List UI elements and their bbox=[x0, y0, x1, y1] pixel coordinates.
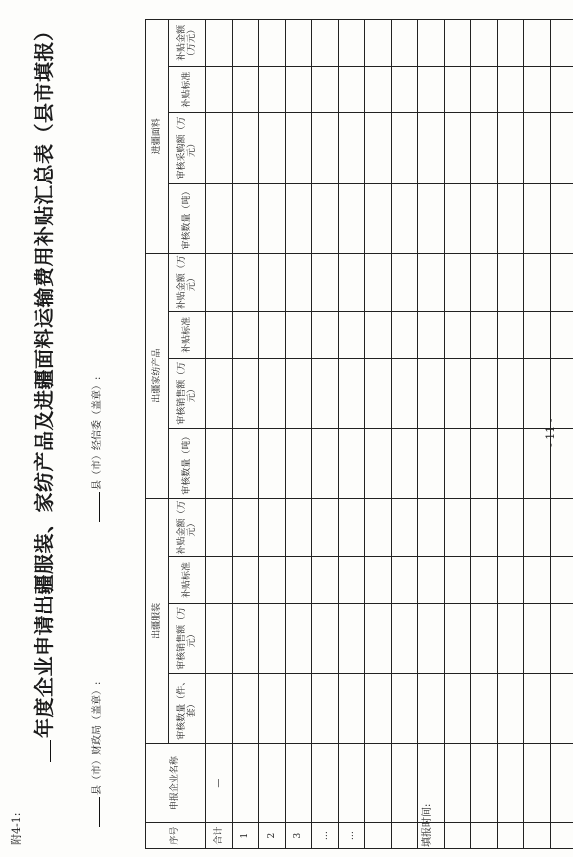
table-cell bbox=[497, 673, 524, 743]
row-seq bbox=[391, 823, 418, 849]
table-cell bbox=[550, 498, 573, 556]
table-row bbox=[206, 20, 233, 849]
table-cell bbox=[444, 358, 471, 428]
table-cell bbox=[312, 428, 339, 498]
row-seq bbox=[365, 823, 392, 849]
table-cell bbox=[418, 358, 445, 428]
table-cell bbox=[497, 498, 524, 556]
table-cell bbox=[232, 311, 259, 358]
year-blank bbox=[32, 740, 51, 762]
row-seq bbox=[471, 823, 498, 849]
table-cell bbox=[338, 428, 365, 498]
finance-bureau-label: 县（市）财政局（盖章）: bbox=[92, 681, 103, 795]
table-cell bbox=[338, 358, 365, 428]
table-cell bbox=[471, 20, 498, 67]
table-cell bbox=[338, 557, 365, 604]
table-cell bbox=[206, 498, 233, 556]
table-cell bbox=[232, 66, 259, 113]
table-cell bbox=[312, 603, 339, 673]
table-row bbox=[365, 20, 392, 849]
header-row-subheaders bbox=[169, 20, 206, 849]
table-cell bbox=[365, 428, 392, 498]
table-cell bbox=[206, 358, 233, 428]
table-cell bbox=[312, 673, 339, 743]
table-cell bbox=[338, 20, 365, 67]
table-cell bbox=[206, 113, 233, 183]
table-cell bbox=[206, 673, 233, 743]
table-cell bbox=[391, 358, 418, 428]
table-cell bbox=[285, 603, 312, 673]
table-cell bbox=[418, 311, 445, 358]
table-cell bbox=[338, 66, 365, 113]
subheader: 审核采购额（万元） bbox=[169, 113, 206, 183]
row-company bbox=[312, 743, 339, 822]
table-cell bbox=[391, 557, 418, 604]
table-cell bbox=[232, 358, 259, 428]
table-cell bbox=[444, 498, 471, 556]
attachment-label: 附4-1: bbox=[10, 812, 23, 845]
table-cell bbox=[259, 673, 286, 743]
table-cell bbox=[259, 253, 286, 311]
table-row bbox=[391, 20, 418, 849]
table-cell bbox=[391, 20, 418, 67]
table-cell bbox=[338, 673, 365, 743]
table-cell bbox=[206, 603, 233, 673]
table-cell bbox=[497, 113, 524, 183]
table-cell bbox=[391, 183, 418, 253]
table-cell bbox=[418, 20, 445, 67]
table-cell bbox=[312, 358, 339, 428]
table-cell bbox=[259, 183, 286, 253]
table-cell bbox=[285, 428, 312, 498]
table-cell bbox=[206, 253, 233, 311]
row-company bbox=[232, 743, 259, 822]
table-cell bbox=[391, 253, 418, 311]
table-cell bbox=[524, 183, 551, 253]
subheader: 补贴标准 bbox=[169, 311, 206, 358]
table-cell bbox=[444, 557, 471, 604]
table-cell bbox=[550, 557, 573, 604]
table-cell bbox=[259, 66, 286, 113]
table-row bbox=[285, 20, 312, 849]
row-company bbox=[259, 743, 286, 822]
row-company bbox=[550, 743, 573, 822]
table-cell bbox=[206, 20, 233, 67]
row-seq: 1 bbox=[232, 823, 259, 849]
row-seq bbox=[550, 823, 573, 849]
subheader: 审核数量（吨） bbox=[169, 428, 206, 498]
table-cell bbox=[497, 603, 524, 673]
table-cell bbox=[524, 253, 551, 311]
table-cell bbox=[285, 673, 312, 743]
table-cell bbox=[206, 428, 233, 498]
header-group-fabric: 进疆面料 bbox=[146, 20, 169, 254]
subheader: 补贴金额（万元） bbox=[169, 20, 206, 67]
subheader: 补贴金额（万元） bbox=[169, 498, 206, 556]
table-row bbox=[497, 20, 524, 849]
table-cell bbox=[418, 66, 445, 113]
table-cell bbox=[365, 183, 392, 253]
table-row bbox=[471, 20, 498, 849]
row-seq: … bbox=[338, 823, 365, 849]
table-cell bbox=[232, 20, 259, 67]
table-cell bbox=[312, 253, 339, 311]
table-cell bbox=[524, 498, 551, 556]
table-cell bbox=[524, 603, 551, 673]
table-cell bbox=[391, 673, 418, 743]
table-cell bbox=[285, 253, 312, 311]
table-cell bbox=[259, 603, 286, 673]
table-cell bbox=[206, 66, 233, 113]
table-cell bbox=[524, 66, 551, 113]
table-cell bbox=[550, 20, 573, 67]
table-cell bbox=[338, 113, 365, 183]
table-cell bbox=[444, 428, 471, 498]
table-cell bbox=[391, 498, 418, 556]
table-cell bbox=[259, 358, 286, 428]
table-cell bbox=[365, 253, 392, 311]
row-company bbox=[365, 743, 392, 822]
table-cell bbox=[550, 66, 573, 113]
subheader: 补贴标准 bbox=[169, 66, 206, 113]
row-company: — bbox=[206, 743, 233, 822]
table-cell bbox=[365, 557, 392, 604]
table-cell bbox=[285, 498, 312, 556]
table-cell bbox=[524, 673, 551, 743]
table-cell bbox=[471, 253, 498, 311]
table-cell bbox=[391, 603, 418, 673]
table-cell bbox=[312, 498, 339, 556]
table-cell bbox=[497, 20, 524, 67]
table-cell bbox=[471, 183, 498, 253]
row-seq: 2 bbox=[259, 823, 286, 849]
table-cell bbox=[338, 253, 365, 311]
row-company bbox=[497, 743, 524, 822]
table-cell bbox=[391, 66, 418, 113]
row-seq: 合计 bbox=[206, 823, 233, 849]
table-cell bbox=[524, 113, 551, 183]
table-cell bbox=[418, 673, 445, 743]
table-row bbox=[259, 20, 286, 849]
table-cell bbox=[232, 113, 259, 183]
table-cell bbox=[365, 498, 392, 556]
header-row-groups bbox=[146, 20, 169, 849]
table-cell bbox=[285, 20, 312, 67]
table-cell bbox=[550, 603, 573, 673]
table-cell bbox=[206, 557, 233, 604]
table-cell bbox=[365, 113, 392, 183]
table-cell bbox=[497, 557, 524, 604]
table-cell bbox=[471, 113, 498, 183]
row-seq bbox=[444, 823, 471, 849]
subsidy-summary-table bbox=[145, 19, 573, 849]
table-cell bbox=[206, 311, 233, 358]
table-cell bbox=[524, 20, 551, 67]
table-cell bbox=[550, 673, 573, 743]
table-cell bbox=[312, 20, 339, 67]
table-cell bbox=[365, 20, 392, 67]
page-title-line bbox=[28, 21, 57, 763]
row-seq: … bbox=[312, 823, 339, 849]
table-cell bbox=[391, 113, 418, 183]
table-cell bbox=[497, 358, 524, 428]
finance-bureau-line bbox=[88, 682, 103, 827]
table-cell bbox=[365, 603, 392, 673]
table-cell bbox=[232, 253, 259, 311]
subheader: 审核销售额（万元） bbox=[169, 603, 206, 673]
table-cell bbox=[497, 183, 524, 253]
finance-county-blank bbox=[89, 797, 100, 827]
table-cell bbox=[550, 183, 573, 253]
header-group-home-textiles: 出疆家纺产品 bbox=[146, 253, 169, 498]
table-cell bbox=[259, 498, 286, 556]
fill-time-label: 填报时间: bbox=[422, 803, 433, 847]
table-cell bbox=[471, 603, 498, 673]
table-cell bbox=[312, 66, 339, 113]
table-cell bbox=[550, 113, 573, 183]
table-cell bbox=[418, 557, 445, 604]
page-title: 年度企业申请出疆服装、家纺产品及进疆面料运输费用补贴汇总表（县市填报） bbox=[32, 20, 56, 738]
row-company bbox=[524, 743, 551, 822]
table-cell bbox=[471, 66, 498, 113]
table-cell bbox=[391, 428, 418, 498]
table-cell bbox=[312, 183, 339, 253]
table-cell bbox=[550, 311, 573, 358]
table-cell bbox=[471, 311, 498, 358]
table-cell bbox=[259, 428, 286, 498]
trade-county-blank bbox=[89, 492, 100, 522]
table-cell bbox=[391, 311, 418, 358]
row-seq bbox=[497, 823, 524, 849]
table-cell bbox=[259, 20, 286, 67]
table-cell bbox=[524, 311, 551, 358]
table-cell bbox=[365, 311, 392, 358]
table-cell bbox=[285, 183, 312, 253]
header-company: 申报企业名称 bbox=[146, 743, 206, 822]
table-cell bbox=[285, 66, 312, 113]
row-company bbox=[444, 743, 471, 822]
table-cell bbox=[471, 557, 498, 604]
table-cell bbox=[206, 183, 233, 253]
subheader: 补贴金额（万元） bbox=[169, 253, 206, 311]
table-cell bbox=[471, 358, 498, 428]
table-cell bbox=[259, 311, 286, 358]
row-company bbox=[338, 743, 365, 822]
trade-bureau-label: 县（市）经信委（盖章）: bbox=[92, 376, 103, 490]
table-cell bbox=[232, 557, 259, 604]
table-cell bbox=[471, 498, 498, 556]
table-cell bbox=[444, 673, 471, 743]
table-cell bbox=[338, 183, 365, 253]
table-cell bbox=[444, 253, 471, 311]
table-cell bbox=[418, 183, 445, 253]
row-seq bbox=[524, 823, 551, 849]
table-row bbox=[444, 20, 471, 849]
row-company bbox=[285, 743, 312, 822]
table-cell bbox=[259, 113, 286, 183]
table-cell bbox=[418, 498, 445, 556]
subheader: 审核销售额（万元） bbox=[169, 358, 206, 428]
table-cell bbox=[550, 253, 573, 311]
table-cell bbox=[338, 498, 365, 556]
table-cell bbox=[497, 311, 524, 358]
table-cell bbox=[232, 498, 259, 556]
row-company bbox=[471, 743, 498, 822]
table-cell bbox=[232, 673, 259, 743]
table-cell bbox=[285, 557, 312, 604]
table-cell bbox=[365, 358, 392, 428]
table-cell bbox=[471, 428, 498, 498]
table-cell bbox=[444, 20, 471, 67]
table-row bbox=[232, 20, 259, 849]
table-cell bbox=[497, 66, 524, 113]
table-cell bbox=[418, 253, 445, 311]
table-cell bbox=[285, 311, 312, 358]
table-cell bbox=[232, 428, 259, 498]
subheader: 审核数量（件、套） bbox=[169, 673, 206, 743]
table-cell bbox=[418, 428, 445, 498]
trade-bureau-line bbox=[88, 377, 103, 522]
table-cell bbox=[497, 253, 524, 311]
header-group-clothing: 出疆服装 bbox=[146, 498, 169, 743]
table-cell bbox=[418, 113, 445, 183]
table-cell bbox=[365, 66, 392, 113]
row-seq: 3 bbox=[285, 823, 312, 849]
table-cell bbox=[444, 113, 471, 183]
table-cell bbox=[285, 113, 312, 183]
table-row bbox=[338, 20, 365, 849]
table-cell bbox=[312, 311, 339, 358]
table-cell bbox=[259, 557, 286, 604]
table-cell bbox=[444, 66, 471, 113]
table-cell bbox=[338, 311, 365, 358]
table-cell bbox=[232, 603, 259, 673]
row-company bbox=[391, 743, 418, 822]
table-cell bbox=[497, 428, 524, 498]
table-cell bbox=[444, 311, 471, 358]
page-number: - 11 - bbox=[544, 418, 557, 447]
table-cell bbox=[444, 603, 471, 673]
table-cell bbox=[365, 673, 392, 743]
table-cell bbox=[471, 673, 498, 743]
table-cell bbox=[524, 557, 551, 604]
table-cell bbox=[338, 603, 365, 673]
header-seq: 序号 bbox=[146, 823, 206, 849]
table-cell bbox=[418, 603, 445, 673]
table-cell bbox=[232, 183, 259, 253]
table-cell bbox=[444, 183, 471, 253]
table-cell bbox=[312, 113, 339, 183]
subheader: 审核数量（吨） bbox=[169, 183, 206, 253]
table-row bbox=[312, 20, 339, 849]
table-row bbox=[418, 20, 445, 849]
subheader: 补贴标准 bbox=[169, 557, 206, 604]
table-cell bbox=[285, 358, 312, 428]
table-cell bbox=[312, 557, 339, 604]
